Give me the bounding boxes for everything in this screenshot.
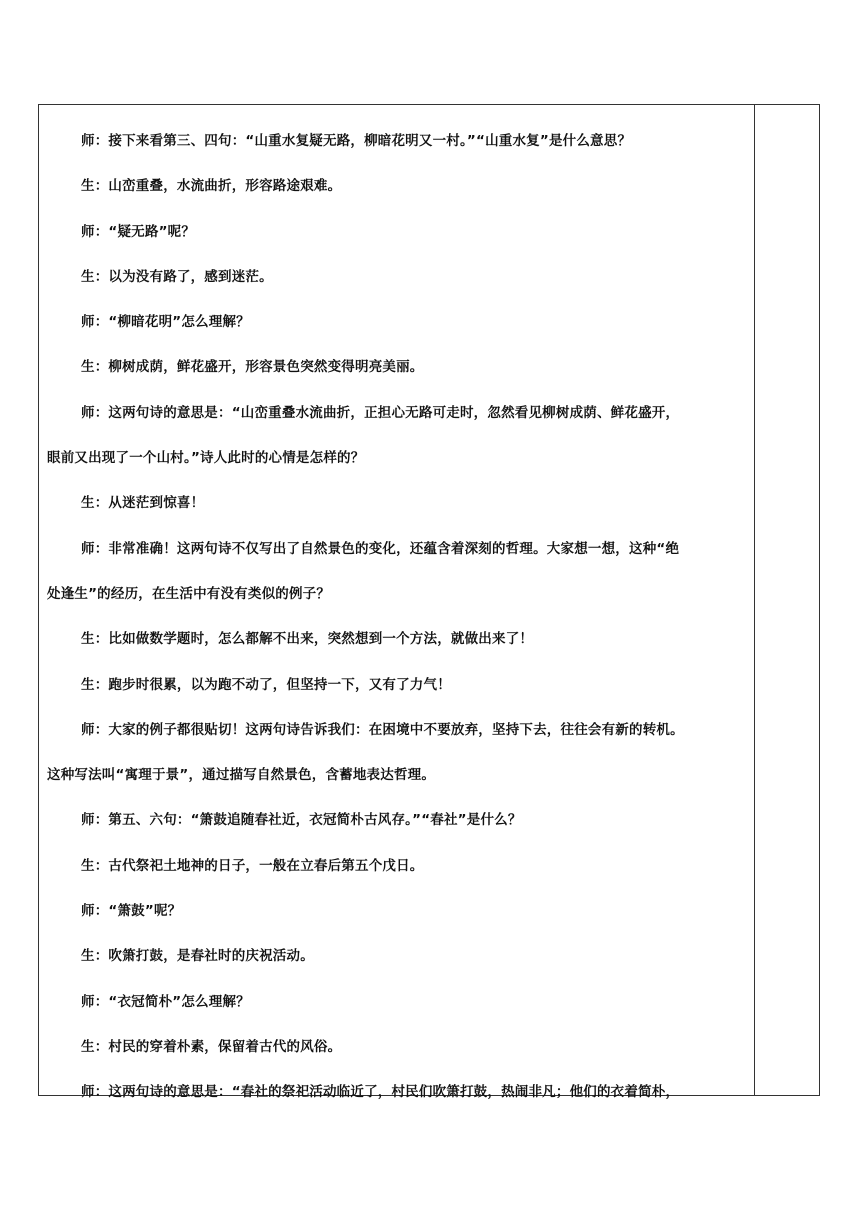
dialogue-line: 师：“衣冠简朴”怎么理解？ [81,993,250,1010]
dialogue-line: 师：第五、六句：“箫鼓追随春社近，衣冠简朴古风存。”“春社”是什么？ [81,812,522,829]
dialogue-line: 生：古代祭祀土地神的日子，一般在立春后第五个戊日。 [81,857,424,874]
lesson-table [38,104,820,1101]
dialogue-line: 生：吹箫打鼓，是春社时的庆祝活动。 [81,948,314,965]
dialogue-line: 生：比如做数学题时，怎么都解不出来，突然想到一个方法，就做出来了！ [81,631,534,648]
dialogue-line: 师：“柳暗花明”怎么理解？ [81,314,250,331]
dialogue-line: 生：柳树成荫，鲜花盛开，形容景色突然变得明亮美丽。 [81,359,424,376]
dialogue-line: 生：村民的穿着朴素，保留着古代的风俗。 [81,1038,342,1055]
dialogue-line: 师：大家的例子都很贴切！这两句诗告诉我们：在困境中不要放弃，坚持下去，往往会有新的转机。 [81,721,684,738]
dialogue-line: 师：这两句诗的意思是：“春社的祭祀活动临近了，村民们吹箫打鼓，热闹非凡；他们的衣着简朴， [81,1084,680,1101]
dialogue-line-continued: 眼前又出现了一个山村。”诗人此时的心情是怎样的？ [47,450,365,467]
dialogue-line: 师：这两句诗的意思是：“山峦重叠水流曲折，正担心无路可走时，忽然看见柳树成荫、鲜花盛开， [81,404,680,421]
dialogue-line: 生：以为没有路了，感到迷茫。 [81,268,273,285]
dialogue-line: 生：从迷茫到惊喜！ [81,495,205,512]
dialogue-line: 生：山峦重叠，水流曲折，形容路途艰难。 [81,178,342,195]
dialogue-line-continued: 处逢生”的经历，在生活中有没有类似的例子？ [47,585,331,602]
dialogue-line: 师：非常准确！这两句诗不仅写出了自然景色的变化，还蕴含着深刻的哲理。大家想一想，这种“绝 [81,540,680,557]
table-divider [754,105,755,1095]
dialogue-line: 师：接下来看第三、四句：“山重水复疑无路，柳暗花明又一村。”“山重水复”是什么意思？ [81,133,632,149]
dialogue-line-continued: 这种写法叫“寓理于景”，通过描写自然景色，含蓄地表达哲理。 [47,767,436,784]
dialogue-line: 师：“箫鼓”呢？ [81,903,182,920]
dialogue-line: 生：跑步时很累，以为跑不动了，但坚持一下，又有了力气！ [81,676,451,693]
dialogue-line: 师：“疑无路”呢？ [81,223,196,240]
lesson-transcript [47,119,747,1116]
